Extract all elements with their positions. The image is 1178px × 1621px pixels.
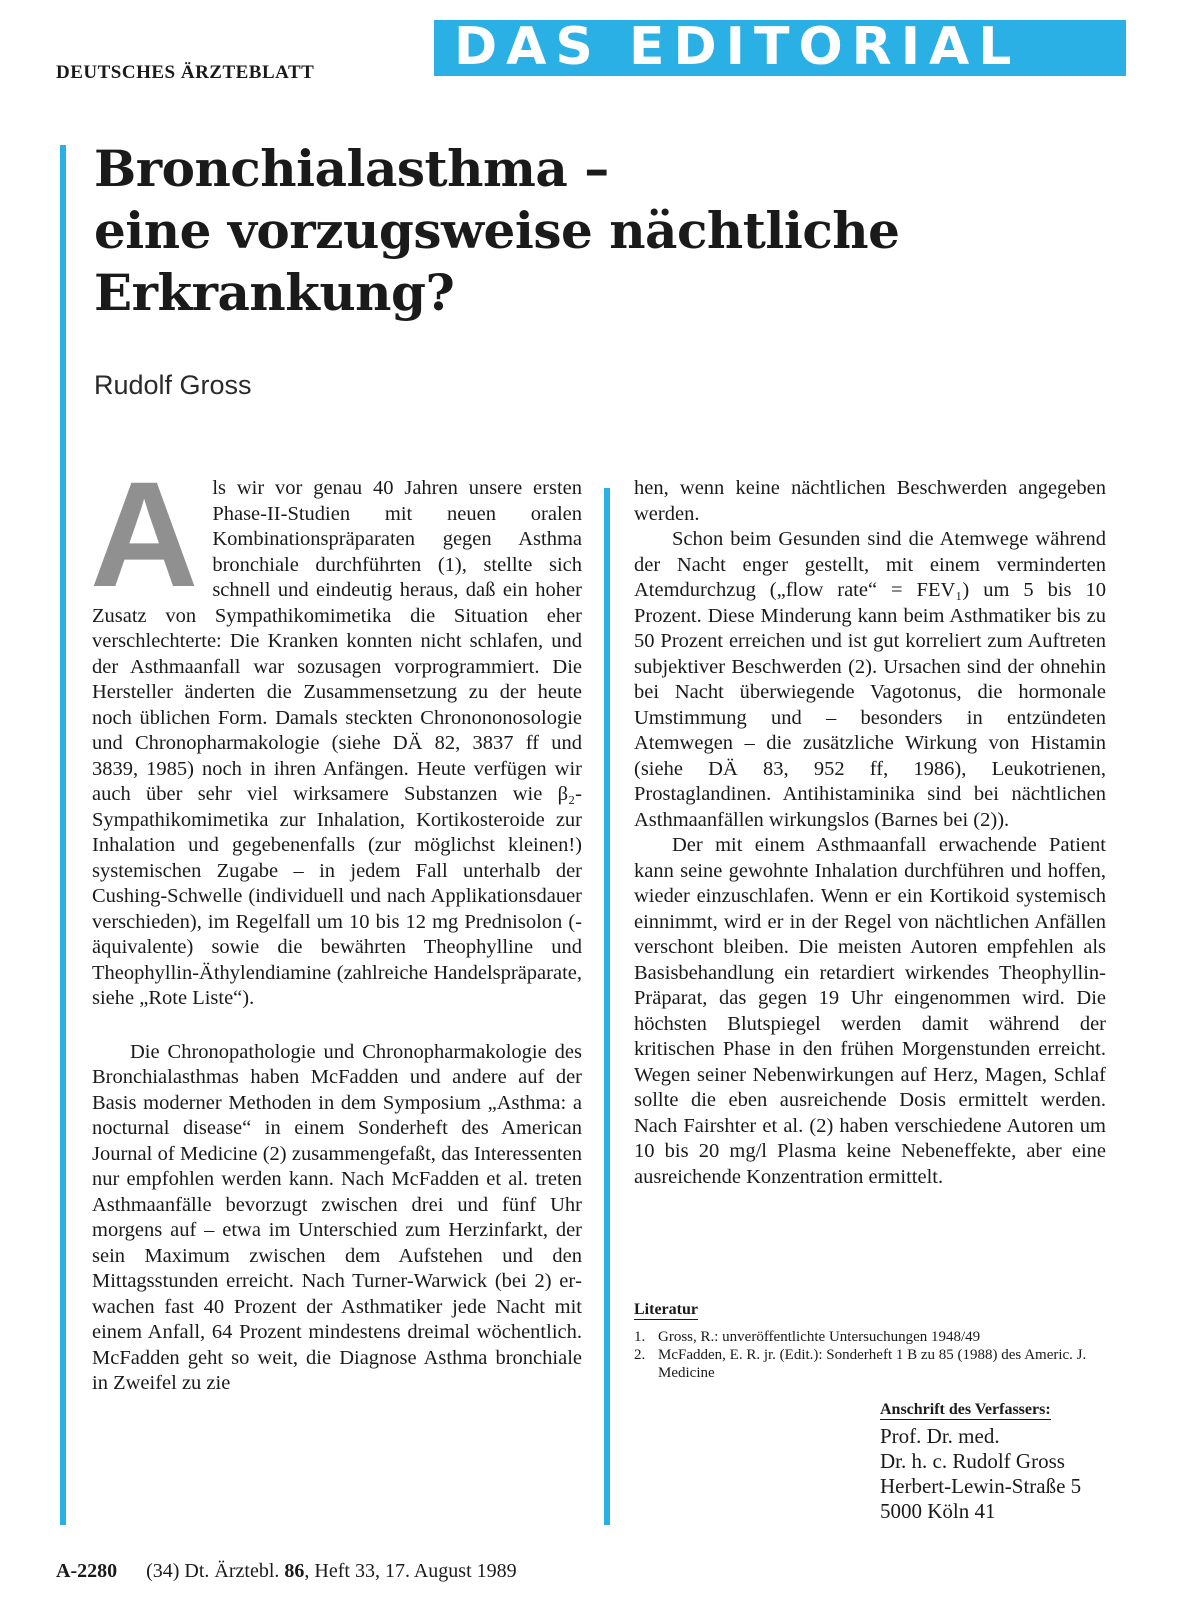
paragraph: hen, wenn keine nächtlichen Beschwerden angegeben werden. [634,477,1106,525]
address-line: 5000 Köln 41 [880,1499,996,1523]
literature-text: Gross, R.: unveröffentlichte Untersuchungen 1948/49 [658,1329,981,1345]
section-banner [434,17,1126,77]
literature-list [634,1328,1114,1382]
author-name: Rudolf Gross [94,370,252,400]
volume-number: 86 [284,1560,305,1582]
citation-prefix: (34) Dt. Ärztebl. [146,1560,280,1582]
section-title: DAS EDITORIAL [454,17,1021,77]
page-footer [56,1560,517,1583]
title-accent-bar [60,145,66,1525]
literature-number: 2. [634,1347,646,1363]
address-line: Herbert-Lewin-Straße 5 [880,1474,1082,1498]
paragraph-text: ls wir vor genau 40 Jahren unsere ersten Phase-II-Studien mit neuen oralen Kombinationspräparaten gegen Asthma bronchiale durchführten (1), stellte sich schnell und eindeutig heraus, daß ein hoher Zusatz von Sympathikomimetika die Situation eher verschlechterte: Die Kranken konnten nicht schlafen, und der Asthmaanfall war sozusagen vorprogrammiert. Die Hersteller änderten die Zusammensetzung zu der heute noch üblichen Form. Damals steckten Chronononosologie und Chronopharmakologie (siehe DÄ 82, 3837 ff und 3839, 1985) noch in ihren Anfängen. Heute verfügen wir auch über sehr viel wirksamere Substanzen wie β₂-Sympathikomimetika zur Inhalation, Kortikosteroide zur Inhalation und gegebenenfalls (zur möglichst kleinen!) systemischen Zugabe – in jedem Fall unterhalb der Cushing-Schwelle (individuell und nach Applikationsdauer verschieden), im Regelfall um 10 bis 12 mg Prednisolon (-äquivalente) sowie die bewährten Theophylline und Theophyllin-Äthylendiamine (zahlreiche Handelspräparate, siehe „Rote Liste“). [92,477,582,1009]
title-line: Bronchialasthma – [94,139,609,198]
title-line: Erkrankung? [94,263,455,322]
journal-name: DEUTSCHES ÄRZTEBLATT [56,62,315,83]
author-address [880,1424,1081,1524]
title-line: eine vorzugsweise nächtliche [94,201,900,260]
article-title [94,138,899,324]
paragraph: Die Chronopathologie und Chronopharmakologie des Bronchialasthmas haben McFadden und andere auf der Basis moderner Methoden in dem Symposium „Asthma: a nocturnal disease“ in einem Sonderheft des American Journal of Medicine (2) zusammengefaßt, das Interessenten nur empfohlen werden kann. Nach McFadden et al. treten Asthmaanfälle bevorzugt zwischen drei und fünf Uhr morgens auf – etwa im Unterschied zum Herzinfarkt, der sein Maximum zwischen dem Aufstehen und den Mittagsstunden erreicht. Nach Turner-Warwick (bei 2) erwachen fast 40 Prozent der Asthmatiker jede Nacht mit einem Anfall, 64 Prozent mindestens dreimal wöchentlich. McFadden geht so weit, die Diagnose Asthma bronchiale in Zweifel zu zie [92,1040,582,1394]
paragraph: Der mit einem Asthmaanfall erwachende Patient kann seine gewohnte Inhalation durchführen und hoffen, wieder einzuschlafen. Wenn er ein Kortikoid systemisch einnimmt, wird er in der Regel von nächtlichen Anfällen verschont bleiben. Die meisten Autoren empfehlen als Basisbehandlung ein retardiert wirkendes Theophyllin-Präparat, das gegen 19 Uhr eingenommen wird. Die höchsten Blutspiegel werden damit während der kritischen Phase in den frühen Morgenstunden erreicht. Wegen seiner Nebenwirkungen auf Herz, Magen, Schlaf sollte die eben ausreichende Dosis ermittelt werden. Nach Fairshter et al. (2) haben verschiedene Autoren um 10 bis 20 mg/l Plasma keine Nebeneffekte, aber eine ausreichende Konzentration ermittelt. [634,834,1106,1188]
drop-cap: A [90,450,199,618]
literature-text: McFadden, E. R. jr. (Edit.): Sonderheft 1 B zu 85 (1988) des Americ. J. Medicine [658,1347,1087,1381]
right-column [634,476,1106,1190]
paragraph [90,450,582,1012]
literature-item [634,1328,1114,1346]
literature-item [634,1346,1114,1382]
paragraph: Schon beim Gesunden sind die Atemwege während der Nacht enger gestellt, mit einem verminderten Atemdurchzug („flow rate“ = FEV₁) um 5 bis 10 Prozent. Diese Minderung kann beim Asthmatiker bis zu 50 Prozent erreichen und ist gut korreliert zum Auftreten subjektiver Beschwerden (2). Ursachen sind der ohnehin bei Nacht überwiegende Vagotonus, die hormonale Umstimmung und – besonders in entzündeten Atemwegen – die zusätzliche Wirkung von Histamin (siehe DÄ 83, 952 ff, 1986), Leukotrienen, Prostaglandinen. Antihistaminika sind bei nächtlichen Asthmaanfällen wirkungslos (Barnes bei (2)). [634,528,1106,831]
address-heading: Anschrift des Verfassers: [880,1401,1051,1418]
page-number: A-2280 [56,1560,118,1582]
citation-suffix: , Heft 33, 17. August 1989 [304,1560,517,1582]
column-accent-bar [604,488,610,1525]
address-line: Dr. h. c. Rudolf Gross [880,1449,1065,1473]
literature-heading: Literatur [634,1301,698,1318]
left-column [90,450,582,1397]
literature-number: 1. [634,1329,646,1345]
address-line: Prof. Dr. med. [880,1424,1000,1448]
